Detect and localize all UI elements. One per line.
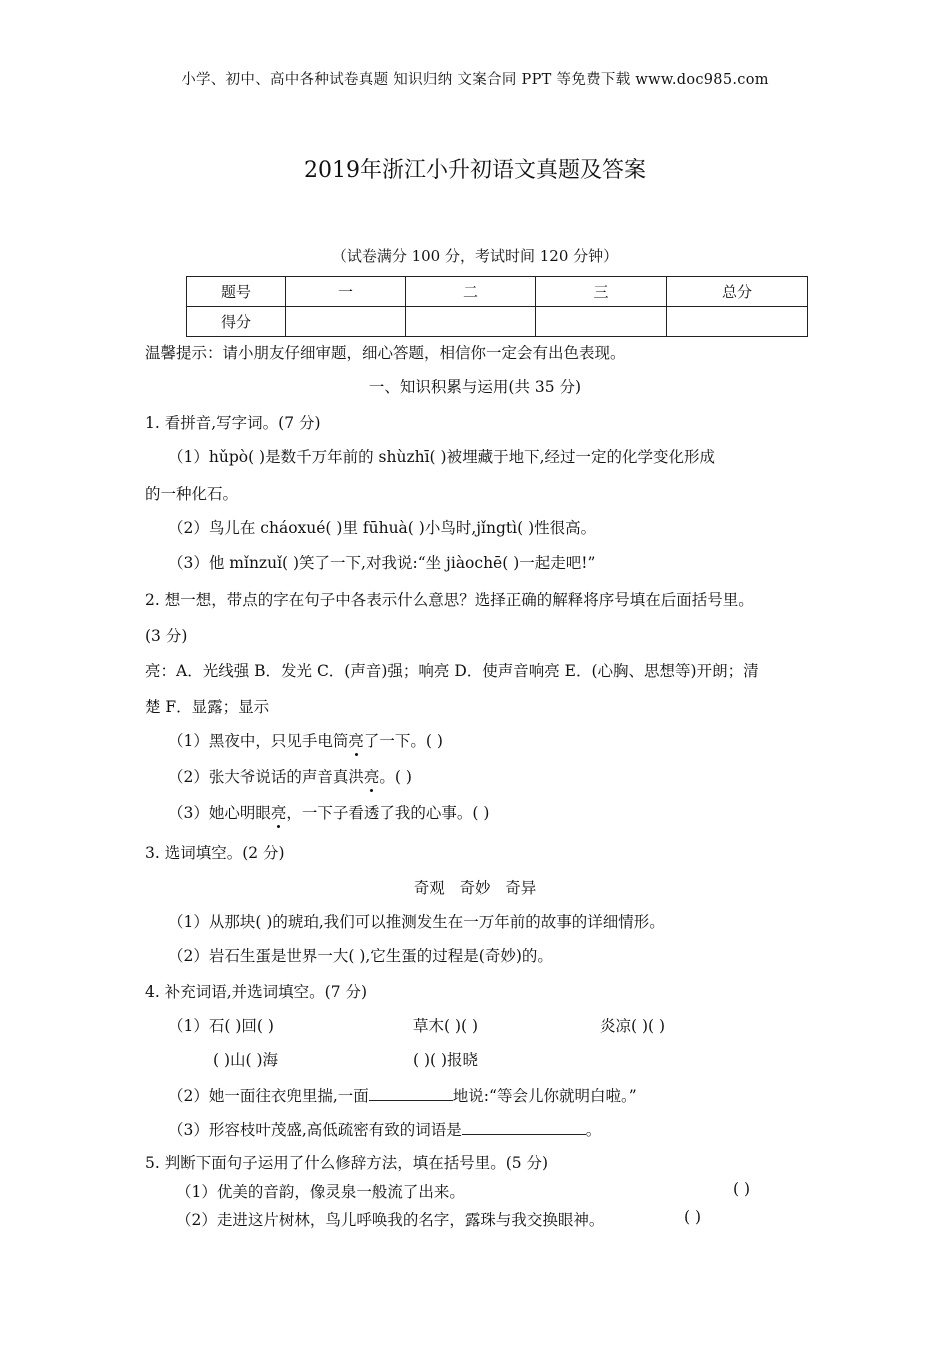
question-3-stem: 3. 选词填空。(2 分) [145,844,285,862]
question-1-line: 的一种化石。 [145,485,239,503]
dotted-character: 亮 [364,765,380,787]
idiom-blank: ( )山( )海 [213,1051,279,1069]
question-4-sentence [168,1118,601,1140]
sentence-text: （2）她一面往衣兜里揣,一面 [168,1087,369,1105]
sentence-text: 地说:“等会儿你就明白啦。” [452,1087,637,1105]
question-2-sentence [168,801,489,823]
answer-blank[interactable] [462,1120,586,1135]
question-3-sentence: （1）从那块( )的琥珀,我们可以推测发生在一万年前的故事的详细情形。 [168,913,665,931]
idiom-blank: 草木( )( ) [413,1017,479,1035]
answer-blank[interactable] [369,1086,453,1101]
score-table [186,276,808,337]
page-header: 小学、初中、高中各种试卷真题 知识归纳 文案合同 PPT 等免费下载 www.doc985.com [181,72,769,88]
dotted-character: 亮 [271,801,287,823]
question-3-sentence: （2）岩石生蛋是世界一大( ),它生蛋的过程是(奇妙)的。 [168,947,553,965]
section-heading: 一、知识积累与运用(共 35 分) [368,378,582,396]
question-2-stem: (3 分) [145,627,188,645]
question-4-stem: 4. 补充词语,并选词填空。(7 分) [145,983,368,1001]
page-title: 2019年浙江小升初语文真题及答案 [304,158,646,183]
tip-text: 温馨提示：请小朋友仔细审题，细心答题，相信你一定会有出色表现。 [145,344,626,362]
table-header-cell: 三 [536,277,667,307]
question-4-sentence [168,1084,637,1106]
score-cell-total[interactable] [667,307,808,337]
answer-parentheses[interactable]: ( ) [733,1180,751,1198]
table-header-cell: 二 [406,277,536,307]
score-cell-2[interactable] [406,307,536,337]
question-5-stem: 5. 判断下面句子运用了什么修辞方法，填在括号里。(5 分) [145,1154,549,1172]
question-1-stem: 1. 看拼音,写字词。(7 分) [145,414,321,432]
table-header-cell: 一 [286,277,406,307]
question-2-options: 楚 F．显露；显示 [145,698,270,716]
idiom-blank: （1）石( )回( ) [168,1017,274,1035]
question-2-sentence [168,729,443,751]
question-1-line: （3）他 mǐnzuǐ( )笑了一下,对我说:“坐 jiàochē( )一起走吧!” [168,554,596,572]
sentence-text: 了一下。( ) [363,732,443,750]
sentence-text: （2）张大爷说话的声音真洪 [168,768,364,786]
score-cell-1[interactable] [286,307,406,337]
question-5-sentence: （2）走进这片树林，鸟儿呼唤我的名字，露珠与我交换眼神。 [176,1211,605,1229]
dotted-character: 亮 [348,729,364,751]
score-cell-3[interactable] [536,307,667,337]
table-header-cell: 总分 [667,277,808,307]
question-2-stem: 2. 想一想，带点的字在句子中各表示什么意思？选择正确的解释将序号填在后面括号里。 [145,591,754,609]
exam-info: （试卷满分 100 分，考试时间 120 分钟） [331,247,619,265]
sentence-text: （3）形容枝叶茂盛,高低疏密有致的词语是 [168,1121,462,1139]
table-row [187,277,808,307]
table-row [187,307,808,337]
idiom-blank: 炎凉( )( ) [600,1017,666,1035]
question-2-options: 亮：A．光线强 B．发光 C．(声音)强；响亮 D．使声音响亮 E．(心胸、思想等)开朗；清 [145,662,759,680]
sentence-text: 。 [585,1121,602,1139]
table-row-label: 得分 [187,307,286,337]
sentence-text: 。( ) [379,768,412,786]
question-5-sentence: （1）优美的音韵，像灵泉一般流了出来。 [176,1183,465,1201]
question-1-line: （2）鸟儿在 cháoxué( )里 fūhuà( )小鸟时,jǐngtì( )性很高。 [168,519,597,537]
sentence-text: （3）她心明眼 [168,804,271,822]
question-2-sentence [168,765,412,787]
question-1-line: （1）hǔpò( )是数千万年前的 shùzhī( )被埋藏于地下,经过一定的化学变化形成 [168,448,716,466]
answer-parentheses[interactable]: ( ) [684,1208,702,1226]
sentence-text: ，一下子看透了我的心事。( ) [286,804,490,822]
idiom-blank: ( )( )报晓 [413,1051,479,1069]
table-header-cell: 题号 [187,277,286,307]
word-choices: 奇观 奇妙 奇异 [413,879,537,897]
sentence-text: （1）黑夜中，只见手电筒 [168,732,349,750]
